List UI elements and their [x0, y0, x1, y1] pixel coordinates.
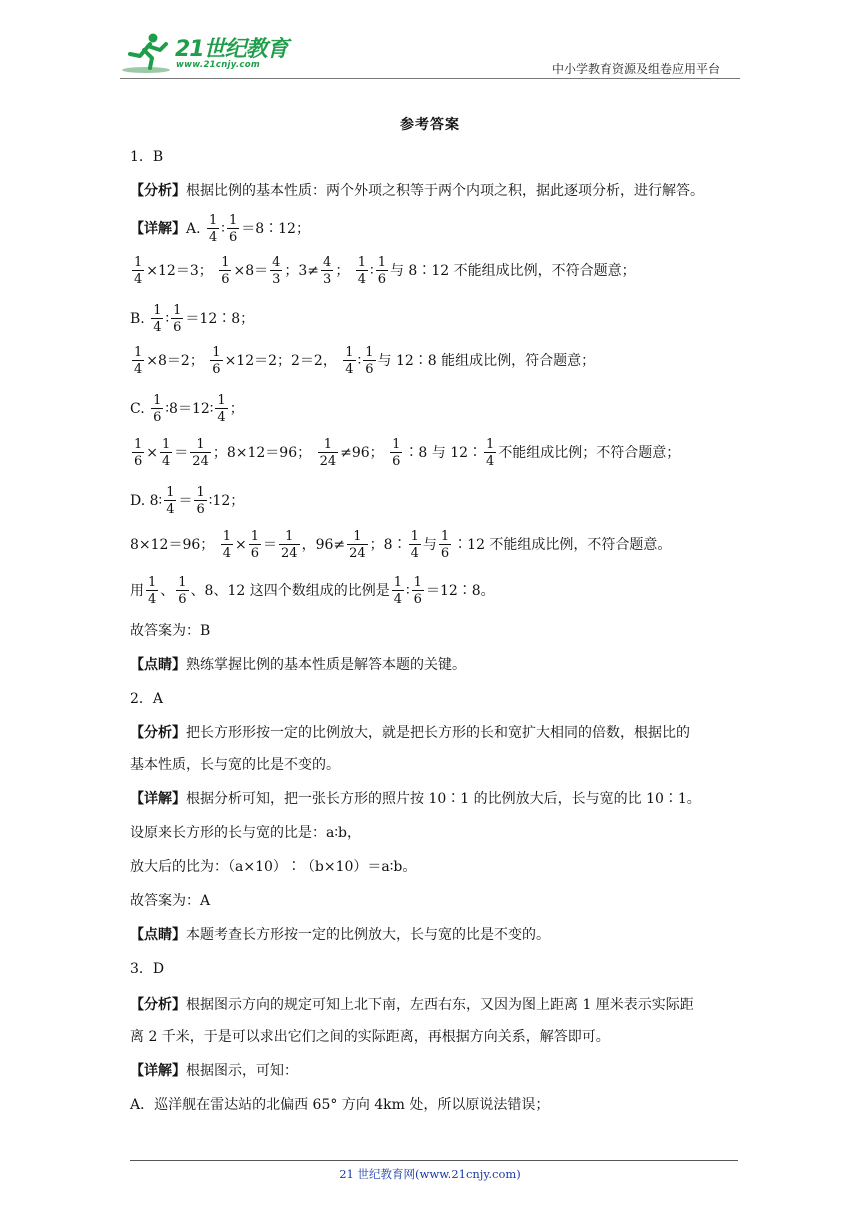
fraction: $\frac{1}{6}$	[153, 393, 162, 425]
fraction: $\frac{1}{6}$	[377, 255, 386, 287]
q1-answer: 故答案为：B	[130, 623, 211, 639]
q1-a-check: $\frac{1}{4}$ ×12＝3； $\frac{1}{6}$ ×8＝ $\frac{4}{3}$ ；3≠ $\frac{4}{3}$ ； $\frac{1}{4}$ ∶ $\frac{1}{6}$ 与 8∶12 不能组成比例，不符合题意；	[134, 255, 636, 287]
fraction: $\frac{4}{3}$	[323, 255, 332, 287]
fraction: $\frac{1}{24}$	[349, 529, 366, 561]
fraction: $\frac{1}{6}$	[221, 255, 230, 287]
fraction: $\frac{1}{6}$	[392, 437, 401, 469]
fraction: $\frac{1}{4}$	[217, 393, 226, 425]
fraction: $\frac{1}{4}$	[166, 485, 175, 517]
q1-d-check: 8×12＝96； $\frac{1}{4}$ × $\frac{1}{6}$ ＝ $\frac{1}{24}$ ，96≠ $\frac{1}{24}$ ；8∶ $\frac{1}{4}$ 与 $\frac{1}{6}$ ∶12 不能组成比例，不符合题意。	[130, 529, 672, 561]
q2-number: 2．A	[130, 691, 164, 707]
runner-icon	[120, 30, 176, 76]
option-label: D.	[130, 493, 146, 509]
fraction: $\frac{1}{4}$	[153, 303, 162, 335]
fraction: $\frac{1}{4}$	[345, 345, 354, 377]
fraction: $\frac{1}{6}$	[178, 575, 187, 607]
fraction: $\frac{1}{4}$	[410, 529, 419, 561]
fraction: $\frac{1}{6}$	[440, 529, 450, 561]
footer-link[interactable]: 21 世纪教育网(www.21cnjy.com)	[339, 1167, 521, 1181]
detail-tag: 【详解】	[130, 221, 186, 237]
fraction: $\frac{1}{6}$	[413, 575, 422, 607]
q3-detail	[130, 1060, 298, 1080]
fraction: $\frac{1}{4}$	[222, 529, 232, 561]
q3-option-a: A．巡洋舰在雷达站的北偏西 65° 方向 4km 处，所以原说法错误；	[130, 1097, 550, 1113]
fraction: $\frac{1}{4}$	[162, 437, 171, 469]
fraction: $\frac{1}{4}$	[486, 437, 495, 469]
detail-text: 根据图示，可知：	[186, 1063, 298, 1079]
q3-analysis	[130, 994, 694, 1014]
platform-name: 中小学教育资源及组卷应用平台	[551, 62, 720, 76]
q3-number: 3．D	[130, 961, 165, 977]
q1-comment	[130, 654, 466, 674]
q2-comment	[130, 924, 550, 944]
q2-analysis-cont: 基本性质，长与宽的比是不变的。	[130, 757, 340, 773]
fraction: $\frac{1}{6}$	[134, 437, 143, 469]
q1-b-check: $\frac{1}{4}$ ×8＝2； $\frac{1}{6}$ ×12＝2；2＝2， $\frac{1}{4}$ ∶ $\frac{1}{6}$ 与 12∶8 能组成比例，符合题意；	[134, 345, 596, 377]
fraction: $\frac{1}{4}$	[134, 345, 143, 377]
q2-detail	[130, 788, 701, 808]
fraction: $\frac{1}{24}$	[192, 437, 209, 469]
analysis-tag: 【分析】	[130, 725, 186, 741]
comment-text: 熟练掌握比例的基本性质是解答本题的关键。	[186, 657, 466, 673]
analysis-text: 把长方形形按一定的比例放大，就是把长方形的长和宽扩大相同的倍数，根据比的	[186, 725, 690, 741]
fraction: $\frac{4}{3}$	[272, 255, 281, 287]
q2-line4: 放大后的比为：（a×10）∶（b×10）＝a∶b。	[130, 859, 417, 875]
page-title: 参考答案	[400, 117, 460, 133]
q1-summary: 用 $\frac{1}{4}$ 、 $\frac{1}{6}$ 、8、12 这四个数组成的比例是 $\frac{1}{4}$ ∶ $\frac{1}{6}$ ＝12∶8。	[130, 575, 495, 607]
q2-analysis	[130, 722, 690, 742]
analysis-text: 根据比例的基本性质：两个外项之积等于两个内项之积，据此逐项分析，进行解答。	[186, 183, 704, 199]
q1-number: 1．B	[130, 149, 164, 165]
fraction: $\frac{1}{6}$	[173, 303, 182, 335]
fraction: $\frac{1}{24}$	[319, 437, 337, 469]
option-label: A.	[186, 221, 201, 237]
fraction: $\frac{1}{6}$	[212, 345, 221, 377]
analysis-tag: 【分析】	[130, 997, 186, 1013]
fraction: $\frac{1}{6}$	[196, 485, 205, 517]
fraction: $\frac{1}{6}$	[250, 529, 260, 561]
logo-text: 21世纪教育	[175, 37, 288, 62]
logo	[120, 30, 290, 78]
detail-tag: 【详解】	[130, 791, 186, 807]
q1-analysis	[130, 180, 704, 200]
q3-analysis-cont: 离 2 千米，于是可以求出它们之间的实际距离，再根据方向关系，解答即可。	[130, 1029, 610, 1045]
header-divider	[120, 78, 740, 79]
logo-url: www.21cnjy.com	[176, 60, 260, 70]
q1-c-check: $\frac{1}{6}$ × $\frac{1}{4}$ ＝ $\frac{1}{24}$ ；8×12＝96； $\frac{1}{24}$ ≠96； $\frac{1}{6}$ ∶8 与 12∶ $\frac{1}{4}$ 不能组成比例；不符合题意；	[134, 437, 681, 469]
fraction: $\frac{1}{6}$	[228, 213, 238, 245]
detail-tag: 【详解】	[130, 1063, 186, 1079]
q2-line3: 设原来长方形的长与宽的比是：a∶b，	[130, 825, 361, 841]
fraction: $\frac{1}{4}$	[148, 575, 157, 607]
fraction: $\frac{1}{4}$	[357, 255, 367, 287]
analysis-tag: 【分析】	[130, 183, 186, 199]
q2-answer: 故答案为：A	[130, 893, 211, 909]
detail-text: 根据分析可知，把一张长方形的照片按 10∶1 的比例放大后，长与宽的比 10∶1。	[186, 791, 701, 807]
fraction: $\frac{1}{4}$	[134, 255, 143, 287]
analysis-text: 根据图示方向的规定可知上北下南，左西右东，又因为图上距离 1 厘米表示实际距	[186, 997, 694, 1013]
option-label: B.	[130, 311, 145, 327]
footer-divider	[130, 1160, 738, 1161]
q1-b: B. $\frac{1}{4}$ ∶ $\frac{1}{6}$ ＝12∶8；	[130, 303, 255, 335]
equation-text: ＝8∶12；	[241, 221, 310, 237]
comment-tag: 【点睛】	[130, 927, 186, 943]
q1-c: C. $\frac{1}{6}$ ∶8＝12∶ $\frac{1}{4}$ ；	[130, 393, 244, 425]
q1-d: D. 8∶ $\frac{1}{4}$ ＝ $\frac{1}{6}$ ∶12；	[130, 485, 245, 517]
fraction: $\frac{1}{24}$	[281, 529, 298, 561]
q1-detail-a: 【详解】A. $\frac{1}{4}$ ∶ $\frac{1}{6}$ ＝8∶12；	[130, 213, 310, 245]
comment-tag: 【点睛】	[130, 657, 186, 673]
comment-text: 本题考查长方形按一定的比例放大，长与宽的比是不变的。	[186, 927, 550, 943]
page-header	[120, 30, 740, 82]
option-label: C.	[130, 401, 145, 417]
fraction: $\frac{1}{4}$	[209, 213, 218, 245]
fraction: $\frac{1}{6}$	[365, 345, 374, 377]
fraction: $\frac{1}{4}$	[393, 575, 403, 607]
